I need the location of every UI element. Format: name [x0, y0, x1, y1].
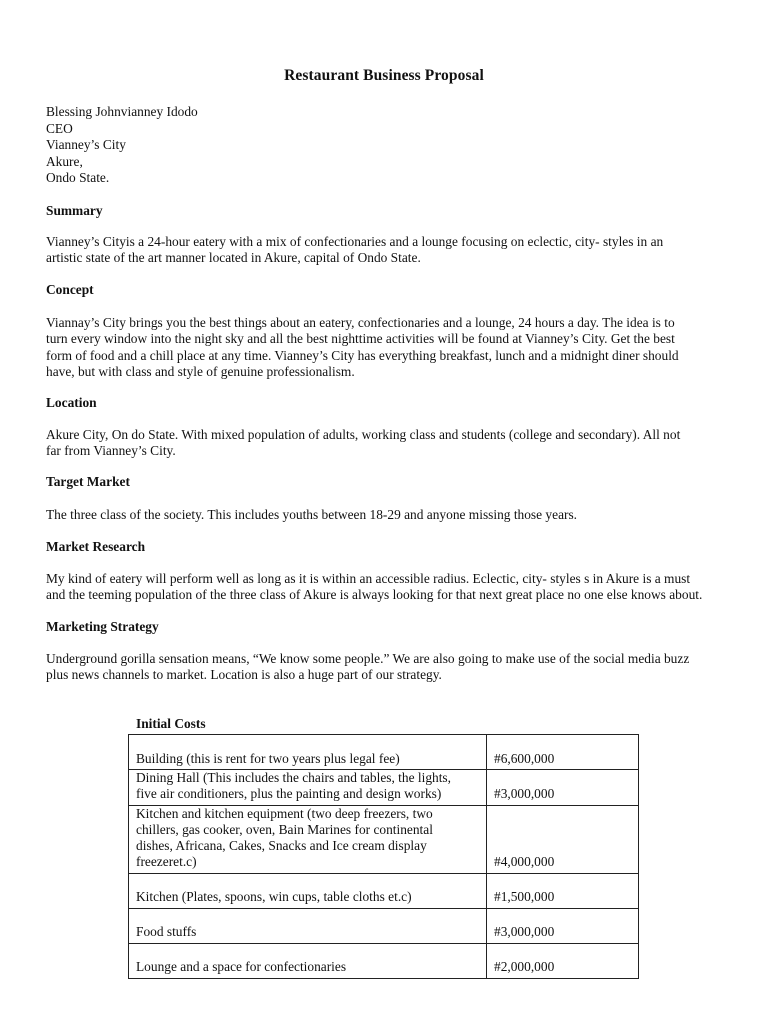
concept-line: turn every window into the night sky and all the best nighttime activities will be found at Vianney’s City. Get the best	[46, 331, 675, 347]
table-row	[129, 805, 639, 873]
concept-line: Viannay’s City brings you the best things about an eatery, confectionaries and a lounge, 24 hours a day. The idea is to	[46, 315, 675, 330]
author-block	[46, 104, 198, 187]
location-paragraph	[46, 427, 736, 460]
table-row	[129, 873, 639, 908]
cost-amount: #1,500,000	[487, 873, 639, 908]
summary-line: Vianney’s Cityis a 24-hour eatery with a mix of confectionaries and a lounge focusing on eclectic, city- styles in an	[46, 234, 664, 249]
cost-amount: #3,000,000	[487, 770, 639, 806]
cost-description-line: chillers, gas cooker, oven, Bain Marines for continental	[136, 821, 433, 837]
cost-description-line: freezeret.c)	[136, 854, 197, 870]
concept-heading: Concept	[46, 282, 94, 297]
initial-costs-table	[128, 734, 639, 979]
cost-description-line: Dining Hall (This includes the chairs and tables, the lights,	[136, 770, 451, 785]
target-market-paragraph	[46, 507, 736, 523]
marketing-strategy-line: plus news channels to market. Location is also a huge part of our strategy.	[46, 667, 442, 683]
cost-description-line: Lounge and a space for confectionaries	[136, 959, 347, 975]
summary-paragraph	[46, 234, 736, 267]
table-row	[129, 770, 639, 806]
company-name: Vianney’s City	[46, 137, 126, 152]
cost-description-line: Kitchen and kitchen equipment (two deep freezers, two	[136, 805, 433, 821]
cost-description-line: Food stuffs	[136, 924, 197, 940]
table-row	[129, 908, 639, 943]
cost-description	[129, 943, 487, 978]
cost-description-line: five air conditioners, plus the painting and design works)	[136, 786, 442, 802]
marketing-strategy-heading: Marketing Strategy	[46, 619, 159, 634]
marketing-strategy-line: Underground gorilla sensation means, “We know some people.” We are also going to make use of the social media buzz	[46, 651, 690, 666]
summary-heading: Summary	[46, 203, 103, 218]
table-row	[129, 735, 639, 770]
cost-amount: #2,000,000	[487, 943, 639, 978]
initial-costs-heading: Initial Costs	[136, 716, 206, 731]
cost-amount: #3,000,000	[487, 908, 639, 943]
market-research-line: and the teeming population of the three class of Akure is always looking for that next great place no one else knows about.	[46, 587, 703, 603]
market-research-paragraph	[46, 571, 736, 604]
marketing-strategy-paragraph	[46, 651, 736, 684]
location-line: Akure City, On do State. With mixed population of adults, working class and students (college and secondary). All not	[46, 427, 681, 442]
concept-paragraph	[46, 315, 736, 380]
cost-description	[129, 770, 487, 806]
cost-description-line: Building (this is rent for two years plus legal fee)	[136, 750, 400, 766]
cost-description-line: dishes, Africana, Cakes, Snacks and Ice cream display	[136, 838, 427, 854]
location-line: far from Vianney’s City.	[46, 443, 176, 459]
summary-line: artistic state of the art manner located in Akure, capital of Ondo State.	[46, 250, 421, 266]
concept-line: have, but with class and style of genuine professionalism.	[46, 363, 355, 379]
author-name: Blessing Johnvianney Idodo	[46, 104, 198, 119]
company-city: Akure,	[46, 153, 83, 169]
market-research-heading: Market Research	[46, 539, 146, 554]
document-title: Restaurant Business Proposal	[284, 67, 484, 84]
table-row	[129, 943, 639, 978]
concept-line: form of food and a chill place at any time. Vianney’s City has everything breakfast, lunch and a midnight diner should	[46, 347, 679, 363]
target-market-heading: Target Market	[46, 474, 130, 489]
location-heading: Location	[46, 395, 97, 410]
market-research-line: My kind of eatery will perform well as long as it is within an accessible radius. Eclectic, city- styles s in Akure is a must	[46, 571, 691, 586]
cost-description	[129, 908, 487, 943]
cost-amount: #6,600,000	[487, 735, 639, 770]
cost-description	[129, 735, 487, 770]
author-role: CEO	[46, 120, 73, 136]
company-state: Ondo State.	[46, 170, 110, 185]
cost-description-line: Kitchen (Plates, spoons, win cups, table cloths et.c)	[136, 889, 412, 905]
cost-amount: #4,000,000	[487, 805, 639, 873]
cost-description	[129, 873, 487, 908]
target-market-line: The three class of the society. This includes youths between 18-29 and anyone missing those years.	[46, 507, 578, 522]
cost-description	[129, 805, 487, 873]
